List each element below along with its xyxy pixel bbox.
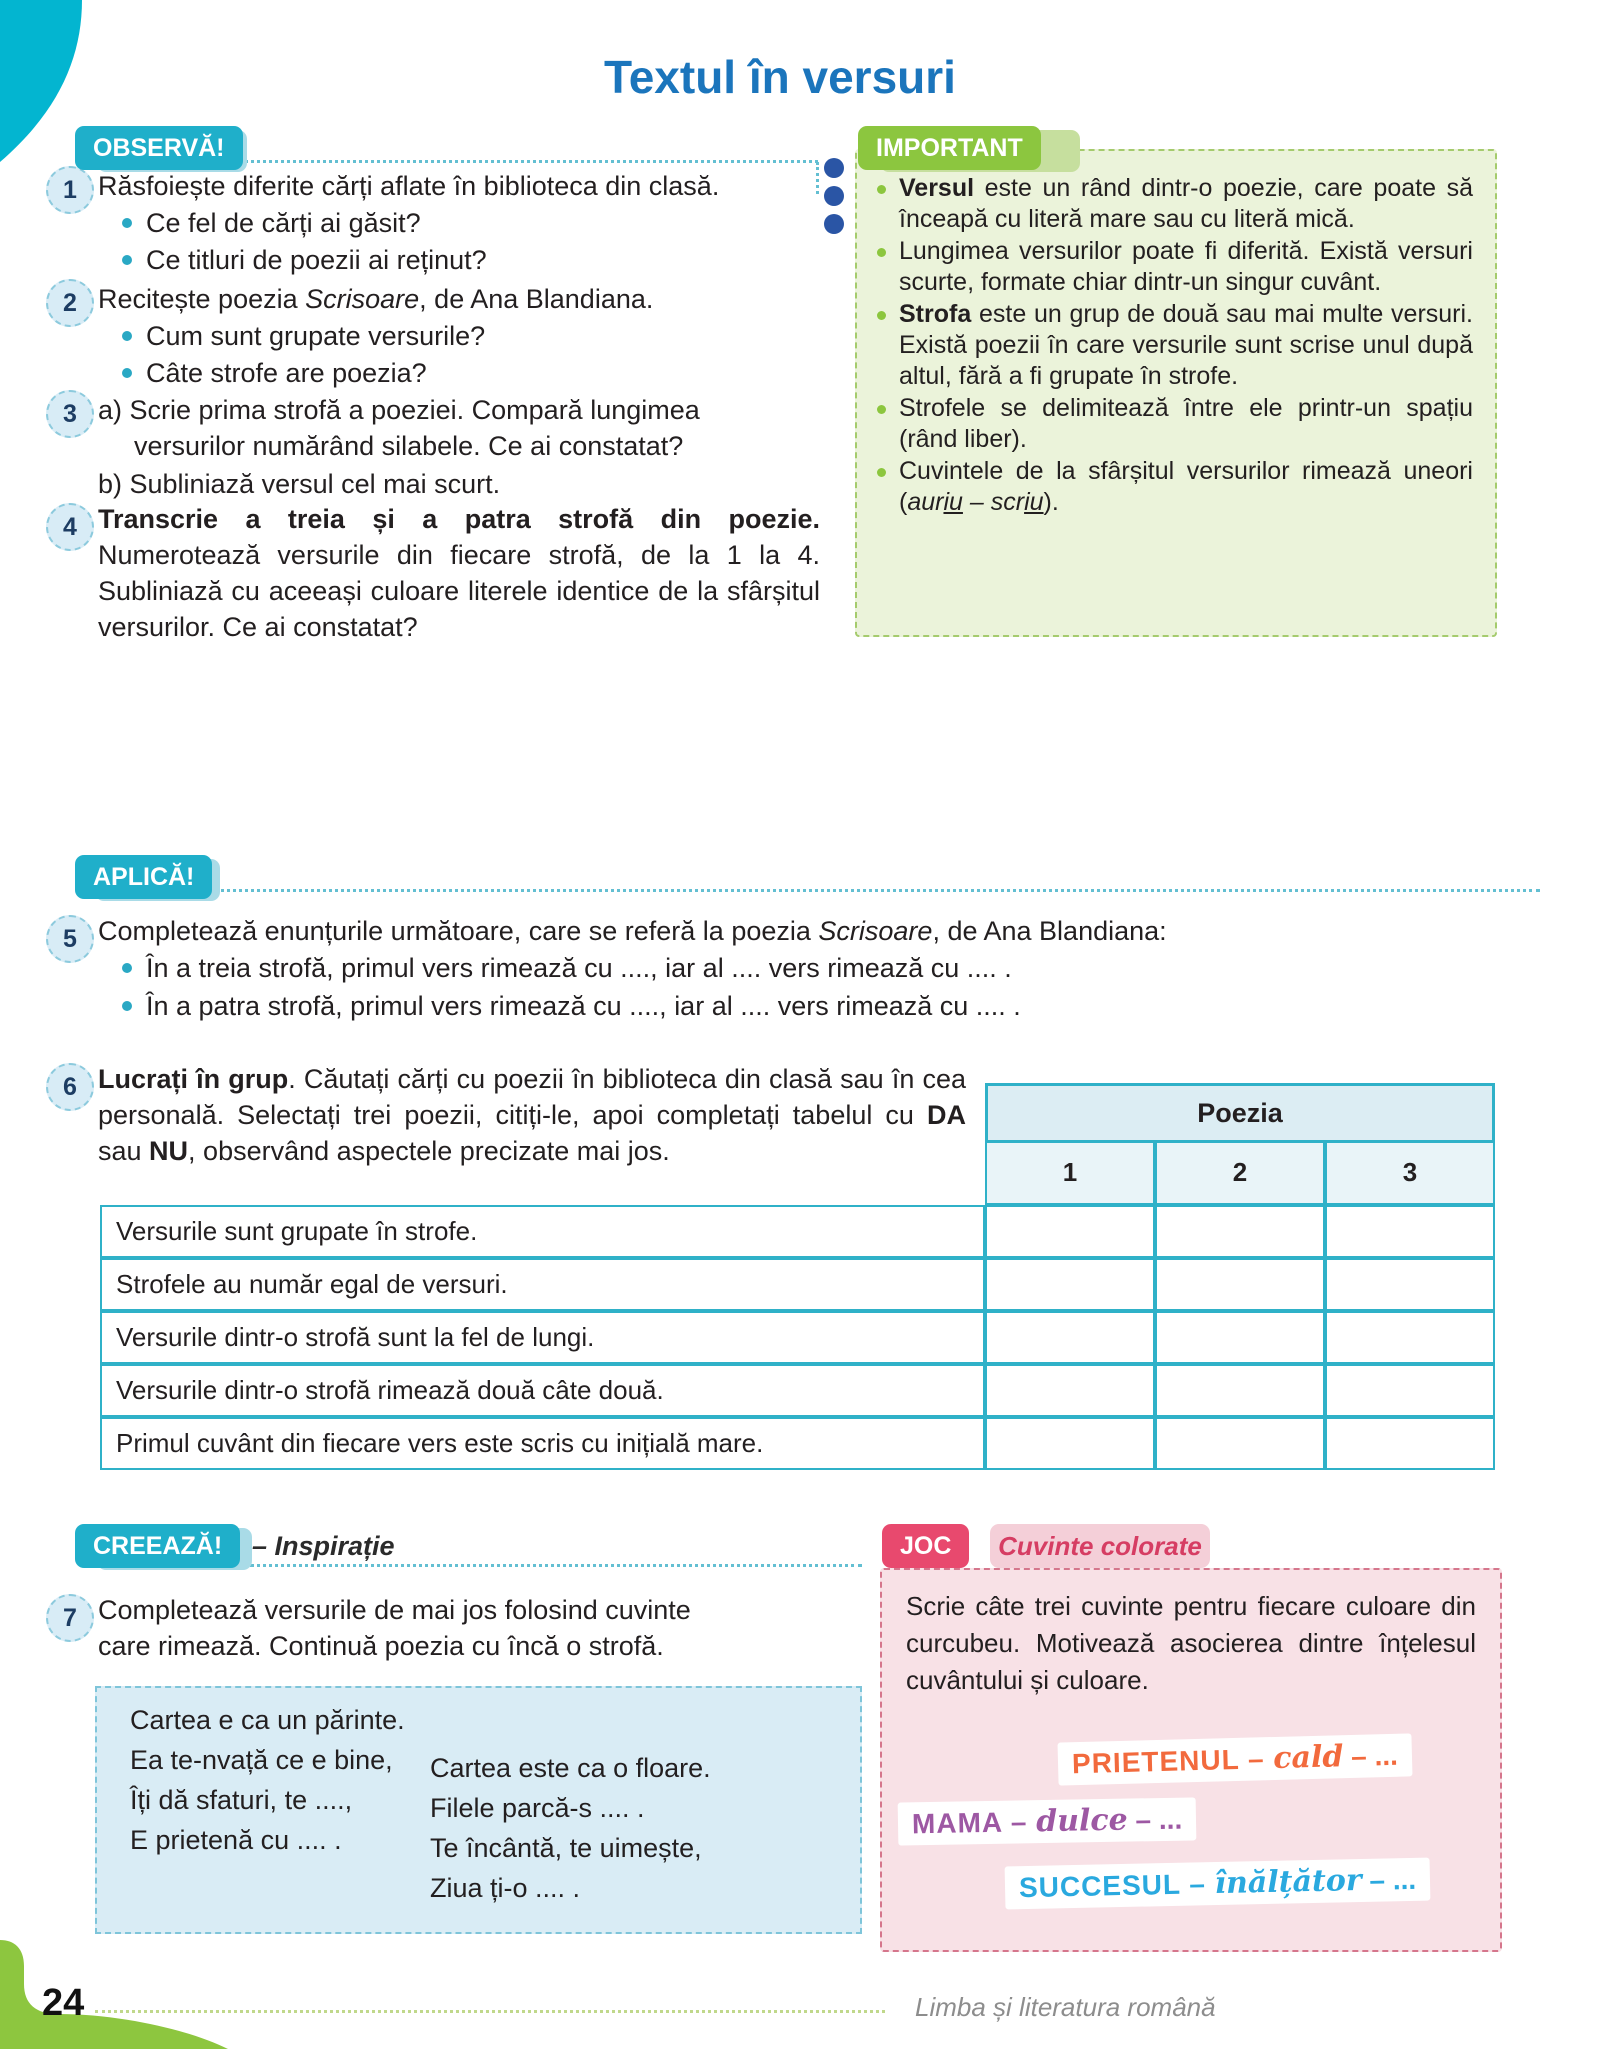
bullet-icon <box>877 405 886 414</box>
verse-line: E prietenă cu .... . <box>130 1825 342 1855</box>
verse-line: Cartea este ca o floare. <box>430 1753 711 1783</box>
footer-text: Limba și literatura română <box>915 1992 1216 2022</box>
important-item-2: Lungimea versurilor poate fi diferită. Există versuri scurte, formate chiar dintr-un singur cuvânt. <box>877 236 1473 298</box>
important-item-3: Strofa este un grup de două sau mai multe versuri. Există poezii în care versurile sunt scrise unul după altul, fără a fi grupate în strofe. <box>877 299 1473 392</box>
table-row: Versurile dintr-o strofă sunt la fel de lungi. <box>100 1311 1495 1364</box>
important-box <box>855 149 1497 637</box>
verse-line: Filele parcă-s .... . <box>430 1793 645 1823</box>
answer-cell <box>1325 1311 1495 1364</box>
exercise-2-question-2: Câte strofe are poezia? <box>122 355 812 391</box>
bullet-icon <box>122 255 132 265</box>
exercise-5-badge: 5 <box>46 915 94 963</box>
table-row: Versurile sunt grupate în strofe. <box>100 1205 1495 1258</box>
poems-table-header <box>985 1083 1495 1205</box>
answer-cell <box>1155 1205 1325 1258</box>
bullet-icon <box>122 368 132 378</box>
tab-observa: OBSERVĂ! <box>75 126 243 170</box>
answer-cell <box>1155 1364 1325 1417</box>
answer-cell <box>1155 1258 1325 1311</box>
table-header-poezia: Poezia <box>985 1083 1495 1143</box>
important-item-1: Versul este un rând dintr-o poezie, care poate să înceapă cu literă mare sau cu literă mică. <box>877 173 1473 235</box>
deco-dot-3 <box>824 214 844 234</box>
verse-line: Ziua ți-o .... . <box>430 1873 581 1903</box>
answer-cell <box>985 1258 1155 1311</box>
important-item-4: Strofele se delimitează între ele printr-un spațiu (rând liber). <box>877 393 1473 455</box>
exercise-4-badge: 4 <box>46 503 94 551</box>
poem-right-column <box>430 1748 711 1908</box>
table-col-1: 1 <box>985 1143 1155 1205</box>
poem-left-column <box>130 1700 405 1860</box>
exercise-5-item-1: În a treia strofă, primul vers rimează cu ...., iar al .... vers rimează cu .... . <box>122 950 1272 986</box>
tab-creeaza: CREEAZĂ! <box>75 1524 240 1568</box>
exercise-5-item-2: În a patra strofă, primul vers rimează cu ...., iar al .... vers rimează cu .... . <box>122 988 1272 1024</box>
joc-intro: Scrie câte trei cuvinte pentru fiecare culoare din curcubeu. Motivează asocierea dintre înțelesul cuvântului și culoare. <box>906 1591 1476 1695</box>
verse-line: Cartea e ca un părinte. <box>130 1705 405 1735</box>
tab-aplica: APLICĂ! <box>75 855 212 899</box>
answer-cell <box>985 1311 1155 1364</box>
association-succesul: SUCCESUL – înălțător – ... <box>1005 1858 1431 1910</box>
deco-dot-2 <box>824 186 844 206</box>
table-row: Primul cuvânt din fiecare vers este scris cu inițială mare. <box>100 1417 1495 1470</box>
bullet-icon <box>877 468 886 477</box>
answer-cell <box>1155 1311 1325 1364</box>
exercise-7-text: Completează versurile de mai jos folosind cuvinte care rimează. Continuă poezia cu încă o strofă. <box>98 1595 691 1661</box>
exercise-6-badge: 6 <box>46 1063 94 1111</box>
exercise-7-badge: 7 <box>46 1594 94 1642</box>
tab-important: IMPORTANT <box>858 126 1041 170</box>
table-col-3: 3 <box>1325 1143 1495 1205</box>
exercise-3-part-b: b) Subliniază versul cel mai scurt. <box>98 469 501 499</box>
page-number: 24 <box>42 1982 85 2024</box>
answer-cell <box>1325 1258 1495 1311</box>
exercise-4-text: Transcrie a treia și a patra strofă din poezie. Numerotează versurile din fiecare strofă, de la 1 la 4. Subliniază cu aceeași culoare literele identice de la sfârșitul versurilor. Ce ai constatat? <box>98 504 820 642</box>
bullet-icon <box>122 963 132 973</box>
answer-cell <box>1155 1417 1325 1470</box>
answer-cell <box>985 1205 1155 1258</box>
poem-title-italic: Scrisoare <box>818 916 933 946</box>
exercise-3-badge: 3 <box>46 390 94 438</box>
bullet-icon <box>122 1001 132 1011</box>
answer-cell <box>1325 1205 1495 1258</box>
exercise-1-text: Răsfoiește diferite cărți aflate în biblioteca din clasă. <box>98 171 720 201</box>
page-title: Textul în versuri <box>604 51 956 103</box>
bullet-icon <box>122 218 132 228</box>
table-row: Versurile dintr-o strofă rimează două câte două. <box>100 1364 1495 1417</box>
exercise-1-question-1: Ce fel de cărți ai găsit? <box>122 205 812 241</box>
verse-line: Ea te-nvață ce e bine, <box>130 1745 393 1775</box>
dotted-rule-footer <box>95 2010 885 2013</box>
important-item-5: Cuvintele de la sfârșitul versurilor rimează uneori (auriu – scriu). <box>877 456 1473 518</box>
answer-cell <box>985 1417 1155 1470</box>
answer-cell <box>1325 1364 1495 1417</box>
tab-joc-subtitle: Cuvinte colorate <box>990 1524 1210 1568</box>
exercise-2-badge: 2 <box>46 279 94 327</box>
verse-line: Te încântă, te uimește, <box>430 1833 702 1863</box>
answer-cell <box>1325 1417 1495 1470</box>
tab-joc: JOC <box>882 1524 969 1568</box>
exercise-6-text: Lucrați în grup. Căutați cărți cu poezii în biblioteca din clasă sau în cea personală. Selectați trei poezii, citiți-le, apoi completați tabelul cu DA sau NU, observând aspectele precizate mai jos. <box>98 1064 966 1166</box>
creeaza-subtitle: – Inspirație <box>252 1531 395 1561</box>
exercise-2-question-1: Cum sunt grupate versurile? <box>122 318 812 354</box>
table-col-2: 2 <box>1155 1143 1325 1205</box>
exercise-5-text: Completează enunțurile următoare, care se referă la poezia Scrisoare, de Ana Blandiana: <box>98 916 1167 946</box>
corner-shape-bottom-left <box>0 1932 250 2049</box>
exercise-1-question-2: Ce titluri de poezii ai reținut? <box>122 242 812 278</box>
bullet-icon <box>877 248 886 257</box>
exercise-1-badge: 1 <box>46 166 94 214</box>
table-row: Strofele au număr egal de versuri. <box>100 1258 1495 1311</box>
bullet-icon <box>122 331 132 341</box>
dotted-rule-observa <box>222 160 818 163</box>
dotted-rule-creeaza <box>250 1564 862 1567</box>
answer-cell <box>985 1364 1155 1417</box>
bullet-icon <box>877 311 886 320</box>
verse-line: Îți dă sfaturi, te ...., <box>130 1785 353 1815</box>
association-prietenul: PRIETENUL – cald – ... <box>1057 1733 1412 1785</box>
exercise-2-text: Recitește poezia Scrisoare, de Ana Blandiana. <box>98 284 654 314</box>
poem-title-italic: Scrisoare <box>305 284 420 314</box>
poems-table-rows <box>100 1205 1495 1470</box>
exercise-3-part-a: a) Scrie prima strofă a poeziei. Compară lungimea versurilor numărând silabele. Ce ai constatat? <box>98 395 700 461</box>
deco-dot-1 <box>824 158 844 178</box>
bullet-icon <box>877 185 886 194</box>
dotted-rule-aplica <box>208 889 1540 892</box>
association-mama: MAMA – dulce – ... <box>898 1797 1197 1845</box>
